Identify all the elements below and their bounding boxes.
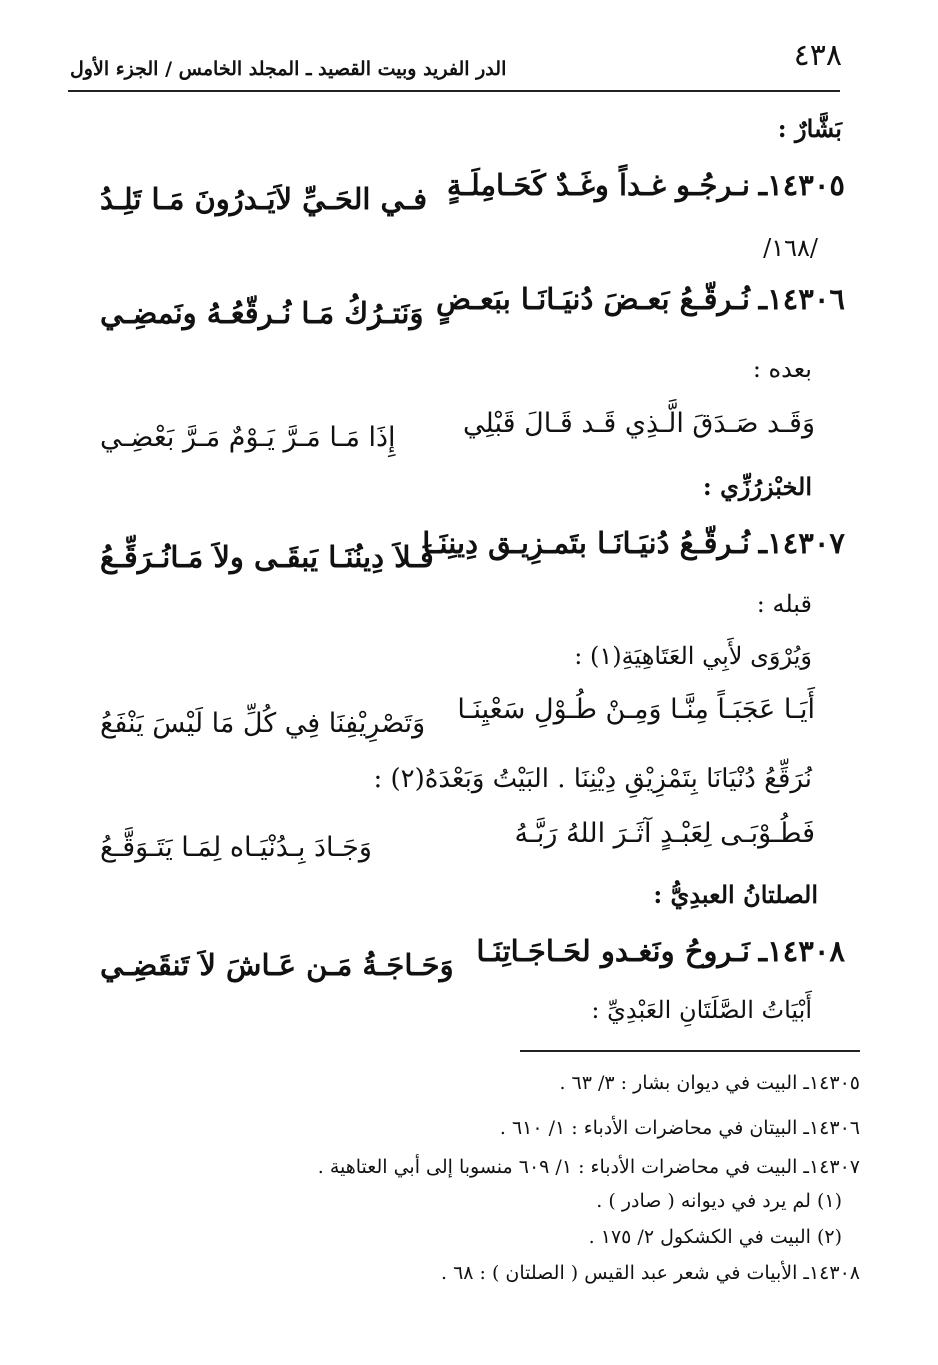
footnote-14306: ١٤٣٠٦ـ البيتان في محاضرات الأدباء : ١/ ٦١٠ . — [499, 1117, 860, 1139]
verse-first-hemistich: نُـرقّـعُ بَعـضَ دُنيَـانَـا ببَعـضٍ — [435, 282, 750, 316]
verse-second-hemistich: وَتَصْرِيْفِنَا فِي كُلِّ مَا لَيْسَ يَنْفَعُ — [100, 708, 426, 739]
verse-second-hemistich: إِذَا مَـا مَـرَّ يَـوْمٌ مَـرَّ بَعْضِـي — [100, 422, 396, 453]
poet-name-bashar: بَشَّارٌ : — [777, 114, 842, 143]
poet-name-khubzaruzzi: الخبْزرُزِّي : — [702, 472, 812, 501]
verse-14308 — [100, 934, 845, 990]
before-label: قبله : — [756, 590, 812, 618]
verses-of-salatan: أَبْيَاتُ الصَّلَتَانِ العَبْدِيِّ : — [591, 996, 812, 1024]
footnote-14305: ١٤٣٠٥ـ البيت في ديوان بشار : ٣/ ٦٣ . — [559, 1072, 860, 1094]
footnote-14308: ١٤٣٠٨ـ الأبيات في شعر عبد القيس ( الصلتان ) : ٦٨ . — [440, 1262, 860, 1284]
footnote-rule — [520, 1050, 860, 1052]
verse-abu-al-atahiya-2 — [100, 818, 845, 874]
after-label: بعده : — [752, 355, 812, 383]
verse-first-hemistich: نُـرقّـعُ دُنيَـانَـا بتَمـزِيـق دِينِنَـا — [422, 526, 750, 560]
verse-after-14306 — [100, 408, 845, 464]
running-title: الدر الفريد وبيت القصيد ـ المجلد الخامس / الجزء الأول — [70, 58, 507, 80]
verse-number: ١٤٣٠٦ـ — [758, 282, 845, 316]
footnote-sub-1: (١) لم يرد في ديوانه ( صادر ) . — [596, 1190, 842, 1212]
verse-first-hemistich: فَطُـوْبَـى لِعَبْـدٍ آثَـرَ اللهُ رَبَّـهُ — [514, 818, 815, 849]
verse-first-hemistich: أَيَـا عَجَبَـاً مِنَّـا وَمِـنْ طُـوْلِ سَعْيِنَـا — [457, 694, 815, 725]
footnote-sub-2: (٢) البيت في الكشكول ٢/ ١٧٥ . — [588, 1226, 842, 1248]
verse-second-hemistich: فَـلاَ دِينُنَـا يَبقَـى ولاَ مَـانُـرَقِّـعُ — [100, 540, 434, 574]
verse-reference: /١٦٨/ — [763, 234, 818, 262]
poet-name-salatan: الصلتانُ العبدِيُّ : — [653, 880, 818, 909]
verse-first-hemistich: وَقَـد صَـدَقَ الَّـذِي قَـد قَـالَ قَبْلِي — [463, 408, 815, 439]
page-number: ٤٣٨ — [793, 38, 842, 73]
verse-number: ١٤٣٠٧ـ — [758, 526, 845, 560]
verse-second-hemistich: فـي الحَـيِّ لاَيَـدرُونَ مَـا تَلِـدُ — [100, 182, 428, 216]
verse-second-hemistich: وَنَتـرُكُ مَـا نُـرقّعُـهُ ونَمضِـي — [100, 296, 424, 330]
verse-14305 — [100, 168, 845, 224]
verse-14306 — [100, 282, 845, 338]
footnote-14307: ١٤٣٠٧ـ البيت في محاضرات الأدباء : ١/ ٦٠٩ منسوبا إلى أبي العتاهية . — [317, 1156, 860, 1178]
verse-abu-al-atahiya-line2: نُرَقِّعُ دُنْيَانَا بِتَمْزِيْقِ دِيْنِنَا . البَيْتُ وَبَعْدَهُ(٢) : — [373, 764, 812, 794]
verse-first-hemistich: نـرجُـو غـداً وغَـدٌ كَحَـامِلَـةٍ — [446, 168, 750, 202]
verse-abu-al-atahiya-1 — [100, 694, 845, 750]
verse-second-hemistich: وَحَـاجَـةُ مَـن عَـاشَ لاَ تَنقَضِـي — [100, 948, 454, 982]
verse-second-hemistich: وَجَـادَ بِـدُنْيَـاه لِمَـا يَتَـوَقَّـعُ — [100, 832, 372, 863]
attribution-abu-al-atahiya: وَيُرْوَى لأَبِي العَتَاهِيَةِ(١) : — [574, 642, 812, 670]
verse-number: ١٤٣٠٥ـ — [758, 168, 845, 202]
verse-14307 — [100, 526, 845, 582]
verse-number: ١٤٣٠٨ـ — [758, 934, 845, 968]
verse-first-hemistich: نَـروحُ ونَغـدو لحَـاجَـاتِنَـا — [476, 934, 750, 968]
header-rule — [68, 90, 840, 92]
